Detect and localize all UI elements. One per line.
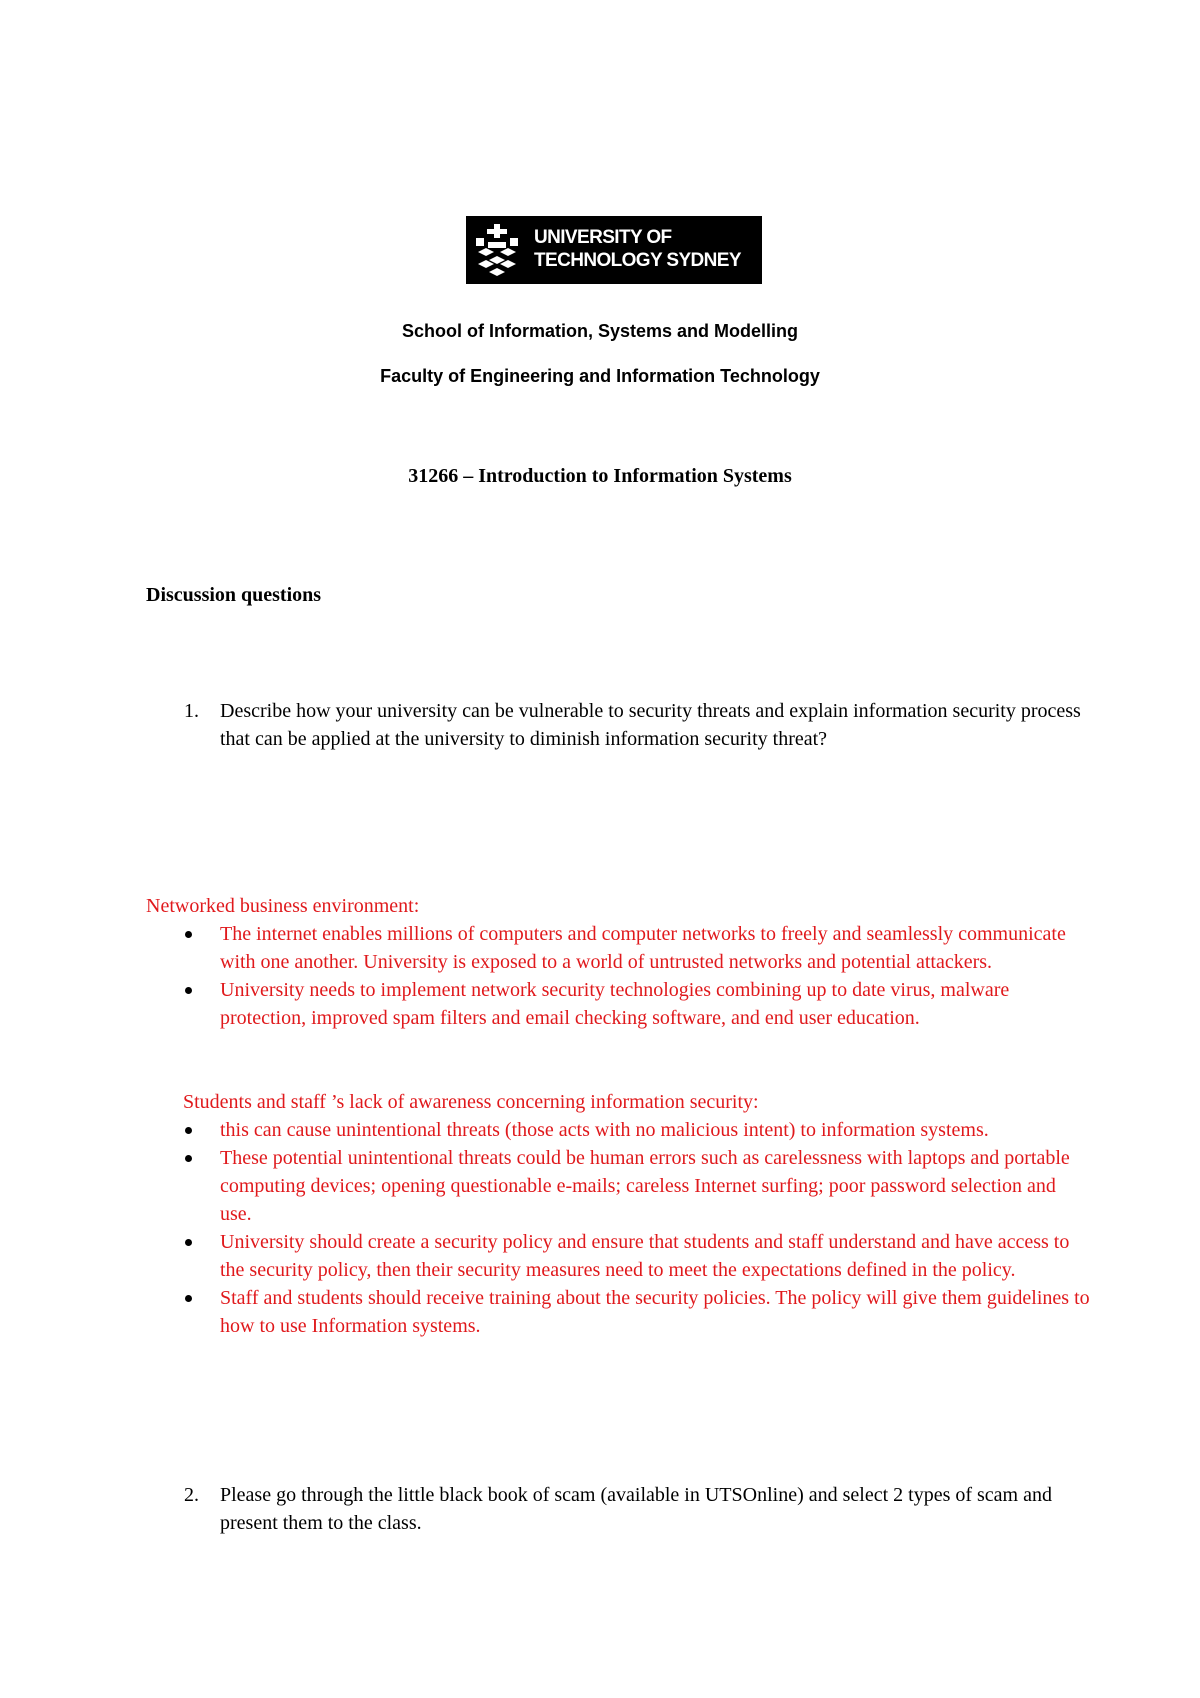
answer-list-networked [0, 920, 1090, 1032]
question-2-number: 2. [184, 1484, 199, 1506]
list-item-text: University needs to implement network security technologies combining up to date virus, malware protection, improved spam filters and email checking software, and end user education. [220, 979, 1010, 1029]
uts-logo [466, 216, 762, 284]
section-title: Discussion questions [146, 584, 322, 606]
course-title: 31266 – Introduction to Information Systems [408, 465, 792, 487]
list-item [0, 920, 1090, 976]
list-item [0, 1116, 1090, 1144]
list-item-text: this can cause unintentional threats (those acts with no malicious intent) to information systems. [220, 1119, 989, 1141]
list-item [0, 1144, 1090, 1228]
bullet-icon [185, 1295, 192, 1302]
list-item-text: The internet enables millions of computers and computer networks to freely and seamlessly communicate with one another. University is exposed to a world of untrusted networks and potential attackers. [220, 923, 1066, 973]
list-item-text: Staff and students should receive training about the security policies. The policy will give them guidelines to how to use Information systems. [220, 1287, 1090, 1337]
question-2-text: Please go through the little black book of scam (available in UTSOnline) and select 2 types of scam and present them to the class. [220, 1484, 1052, 1534]
school-name: School of Information, Systems and Modelling [401, 321, 799, 341]
uts-crest-icon [474, 222, 520, 278]
bullet-icon [185, 1239, 192, 1246]
list-item [0, 976, 1090, 1032]
list-item [0, 1284, 1090, 1340]
question-1-number: 1. [184, 700, 199, 722]
faculty-name: Faculty of Engineering and Information Technology [380, 366, 820, 386]
list-item-text: These potential unintentional threats could be human errors such as carelessness with laptops and portable computing devices; opening questionable e-mails; careless Internet surfing; poor password selection and use. [220, 1147, 1070, 1225]
question-1-text: Describe how your university can be vulnerable to security threats and explain information security process that can be applied at the university to diminish information security threat? [220, 700, 1081, 750]
bullet-icon [185, 931, 192, 938]
list-item-text: University should create a security policy and ensure that students and staff understand and have access to the security policy, then their security measures need to meet the expectations defined in the policy. [220, 1231, 1070, 1281]
bullet-icon [185, 1155, 192, 1162]
logo-line-2: TECHNOLOGY SYDNEY [534, 250, 741, 271]
logo-line-1: UNIVERSITY OF [534, 227, 672, 248]
answer-heading-networked: Networked business environment: [146, 895, 420, 917]
answer-list-awareness [0, 1116, 1090, 1340]
bullet-icon [185, 987, 192, 994]
logo-wordmark [534, 226, 758, 272]
answer-heading-awareness: Students and staff ’s lack of awareness concerning information security: [183, 1091, 759, 1113]
bullet-icon [185, 1127, 192, 1134]
list-item [0, 1228, 1090, 1284]
